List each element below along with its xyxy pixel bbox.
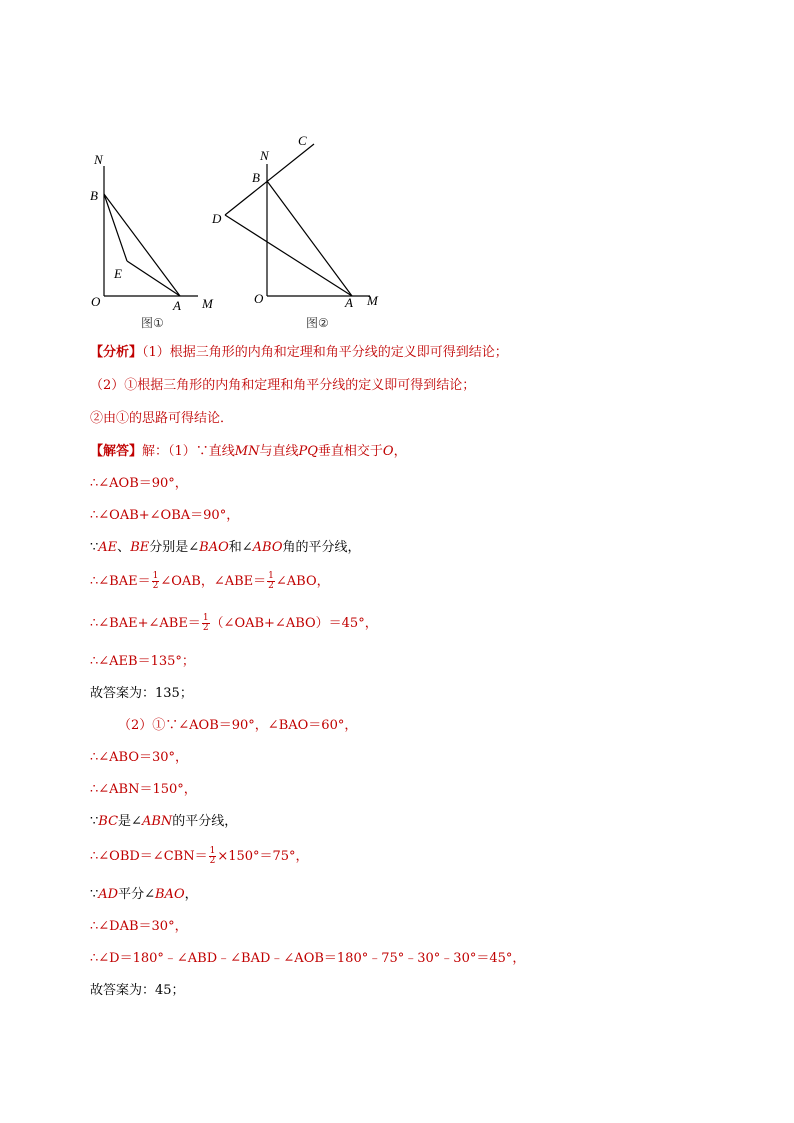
text-sep: 、 bbox=[117, 540, 131, 555]
l12-part-a: ∴∠OBD＝∠CBN＝ bbox=[90, 849, 208, 864]
text-BAO: BAO bbox=[155, 887, 185, 902]
text-comma: ， bbox=[184, 887, 198, 902]
solution-tag: 【解答】 bbox=[90, 444, 143, 459]
fraction-half bbox=[152, 572, 160, 591]
figures bbox=[86, 128, 406, 338]
text-BE: BE bbox=[130, 540, 150, 555]
solution-line-13 bbox=[90, 885, 198, 905]
frac-den: 2 bbox=[152, 581, 159, 591]
label-D2: D bbox=[212, 211, 222, 226]
frac-den: 2 bbox=[202, 623, 209, 633]
answer-1: 故答案为：135； bbox=[90, 686, 193, 701]
text-and: 和∠ bbox=[228, 540, 253, 555]
solution-line-14: ∴∠DAB＝30°， bbox=[90, 919, 188, 934]
text-ABN: ABN bbox=[141, 814, 173, 829]
solution-line-1 bbox=[90, 442, 407, 462]
text-MN: MN bbox=[234, 444, 260, 459]
label-O2: O bbox=[254, 291, 264, 306]
caption-figure-1: 图① bbox=[141, 316, 164, 330]
segment-EA bbox=[127, 261, 180, 296]
fraction-half bbox=[267, 572, 275, 591]
solution-line-10: ∴∠ABN＝150°， bbox=[90, 782, 197, 797]
answer-2: 故答案为：45； bbox=[90, 983, 185, 998]
text-BC: BC bbox=[98, 814, 119, 829]
segment-DA bbox=[225, 215, 352, 296]
text-AD: AD bbox=[98, 887, 119, 902]
frac-num: 1 bbox=[209, 846, 216, 856]
analysis-tag: 【分析】 bbox=[90, 345, 143, 360]
solution-line-3: ∴∠OAB+∠OBA＝90°， bbox=[90, 508, 240, 523]
solution-line-5 bbox=[90, 572, 330, 592]
solution-intro: 解：（1）∵直线 bbox=[142, 444, 235, 459]
text-bisector: 的平分线， bbox=[172, 814, 238, 829]
label-A2: A bbox=[345, 295, 353, 310]
label-O1: O bbox=[91, 294, 101, 309]
solution-line-9: ∴∠ABO＝30°， bbox=[90, 750, 189, 765]
fraction-half bbox=[209, 847, 217, 866]
solution-line-12 bbox=[90, 847, 309, 867]
l5-part-a: ∴∠BAE＝ bbox=[90, 574, 151, 589]
fraction-half bbox=[202, 614, 210, 633]
text-PQ: PQ bbox=[298, 444, 318, 459]
text-ABO: ABO bbox=[252, 540, 283, 555]
text-bisects: 平分∠ bbox=[118, 887, 155, 902]
text-comma: ， bbox=[393, 444, 407, 459]
label-B1: B bbox=[90, 188, 98, 203]
text-mid: 与直线 bbox=[259, 444, 299, 459]
l6-part-a: ∴∠BAE+∠ABE＝ bbox=[90, 616, 201, 631]
label-B2: B bbox=[252, 170, 260, 185]
frac-num: 1 bbox=[152, 571, 159, 581]
geometry-figures bbox=[86, 128, 406, 338]
solution-line-11 bbox=[90, 812, 237, 832]
label-C2: C bbox=[298, 133, 307, 148]
solution-line-7: ∴∠AEB＝135°； bbox=[90, 654, 195, 669]
analysis-line-3: ②由①的思路可得结论． bbox=[90, 411, 234, 426]
solution-line-8: （2）①∵∠AOB＝90°，∠BAO＝60°， bbox=[118, 718, 358, 733]
solution-line-15: ∴∠D＝180°﹣∠ABD﹣∠BAD﹣∠AOB＝180°﹣75°﹣30°﹣30°＝45°， bbox=[90, 951, 526, 966]
label-N2: N bbox=[260, 148, 269, 163]
l6-part-b: （∠OAB+∠ABO）＝45°， bbox=[210, 616, 378, 631]
frac-num: 1 bbox=[202, 613, 209, 623]
label-N1: N bbox=[94, 152, 103, 167]
caption-figure-2: 图② bbox=[306, 316, 329, 330]
text-is: 是∠ bbox=[118, 814, 142, 829]
l5-part-c: ∠ABO， bbox=[275, 574, 330, 589]
because-symbol: ∵ bbox=[90, 540, 99, 555]
text-end: 垂直相交于 bbox=[317, 444, 383, 459]
label-M1: M bbox=[202, 296, 213, 311]
because-symbol: ∵ bbox=[90, 887, 99, 902]
label-E1: E bbox=[114, 266, 122, 281]
ray-DC bbox=[225, 144, 314, 215]
frac-den: 2 bbox=[268, 581, 274, 591]
frac-num: 1 bbox=[268, 571, 274, 581]
analysis-part-1: （1）根据三角形的内角和定理和角平分线的定义即可得到结论； bbox=[142, 345, 508, 360]
frac-den: 2 bbox=[209, 856, 216, 866]
text-O: O bbox=[382, 444, 394, 459]
solution-line-2: ∴∠AOB＝90°， bbox=[90, 476, 188, 491]
because-symbol: ∵ bbox=[90, 814, 99, 829]
l5-part-b: ∠OAB，∠ABE＝ bbox=[160, 574, 267, 589]
analysis-line-1 bbox=[90, 343, 508, 363]
text-AE: AE bbox=[98, 540, 118, 555]
segment-BA2 bbox=[267, 181, 352, 296]
solution-line-4 bbox=[90, 538, 361, 558]
label-A1: A bbox=[173, 298, 181, 313]
text-bisectors: 角的平分线， bbox=[282, 540, 361, 555]
text-BAO: BAO bbox=[199, 540, 229, 555]
label-M2: M bbox=[367, 293, 378, 308]
analysis-line-2: （2）①根据三角形的内角和定理和角平分线的定义即可得到结论； bbox=[90, 378, 476, 393]
figure-2 bbox=[225, 144, 370, 296]
text-are: 分别是∠ bbox=[149, 540, 200, 555]
l12-part-b: ×150°＝75°， bbox=[217, 849, 309, 864]
solution-line-6 bbox=[90, 614, 378, 634]
segment-BE bbox=[104, 194, 127, 261]
